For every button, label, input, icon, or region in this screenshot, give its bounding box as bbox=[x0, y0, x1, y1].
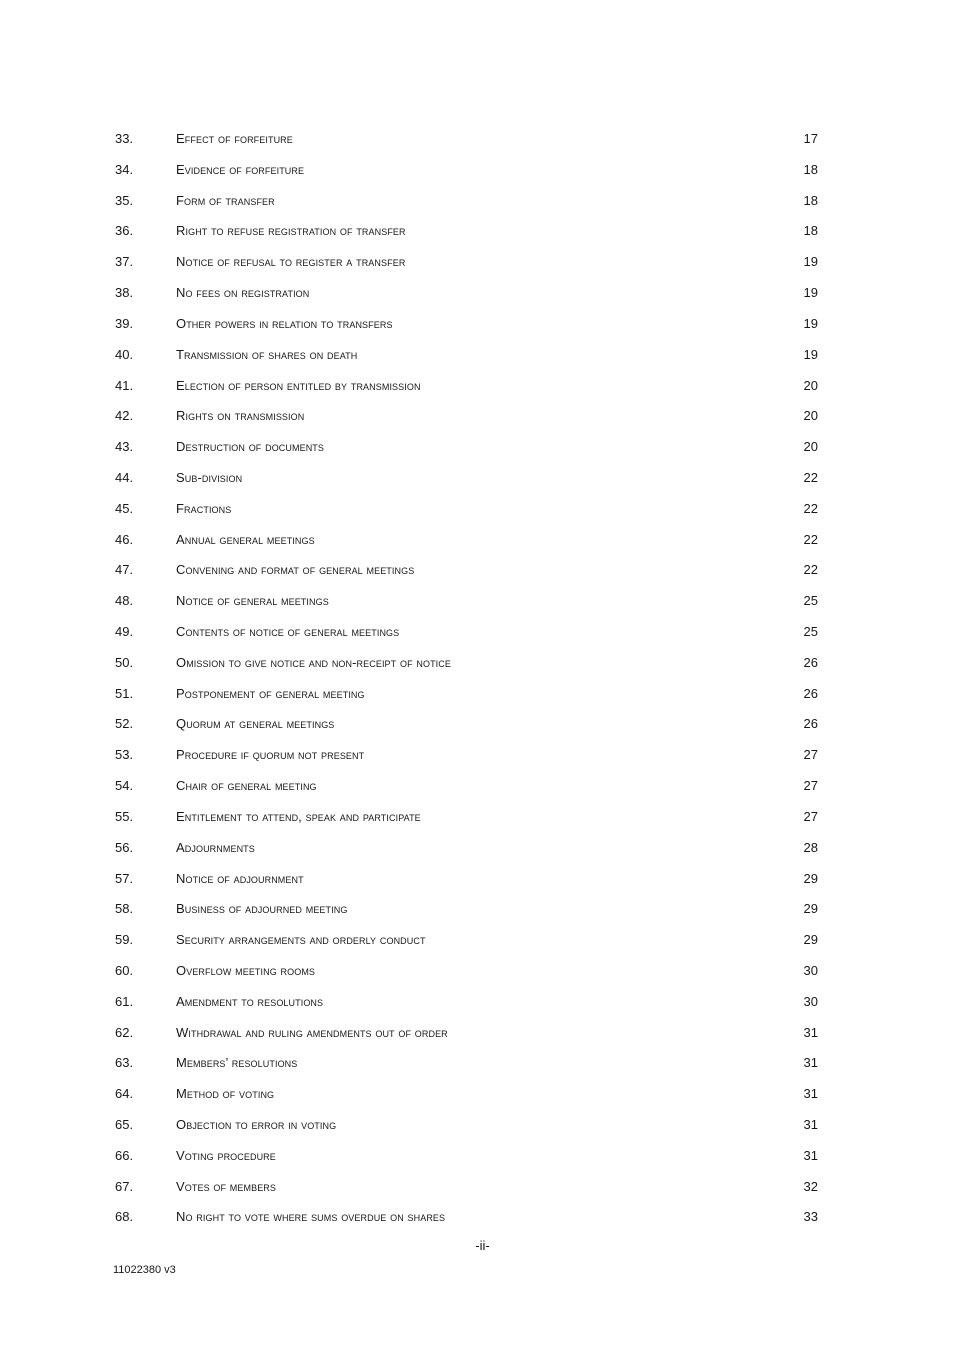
toc-entry-title: Adjournments bbox=[176, 839, 255, 855]
toc-entry-title: Postponement of general meeting bbox=[176, 685, 365, 701]
toc-entry-title: Method of voting bbox=[176, 1086, 275, 1102]
toc-entry-title: Transmission of shares on death bbox=[176, 346, 358, 362]
toc-entry-number: 38. bbox=[115, 285, 134, 301]
toc-entry-page: 20 bbox=[803, 439, 818, 455]
toc-entry-title: Annual general meetings bbox=[176, 531, 315, 547]
toc-entry-page: 19 bbox=[803, 285, 818, 301]
toc-entry-number: 34. bbox=[115, 161, 134, 177]
toc-entry-title: Votes of members bbox=[176, 1178, 277, 1194]
toc-entry-page: 27 bbox=[803, 747, 818, 763]
toc-entry-number: 67. bbox=[115, 1178, 134, 1194]
toc-entry-title: Evidence of forfeiture bbox=[176, 161, 305, 177]
toc-entry-page: 33 bbox=[803, 1209, 818, 1225]
toc-entry-title: No right to vote where sums overdue on shares bbox=[176, 1209, 446, 1225]
toc-entry-number: 41. bbox=[115, 377, 134, 393]
toc-row bbox=[115, 131, 818, 162]
toc-entry-number: 42. bbox=[115, 408, 134, 424]
toc-entry-page: 22 bbox=[803, 562, 818, 578]
toc-entry-number: 45. bbox=[115, 500, 134, 516]
table-of-contents bbox=[115, 131, 818, 1240]
toc-row bbox=[115, 1086, 818, 1117]
toc-entry-title: Sub-division bbox=[176, 469, 243, 485]
toc-entry-number: 65. bbox=[115, 1117, 134, 1132]
toc-row bbox=[115, 439, 818, 470]
toc-row bbox=[115, 716, 818, 747]
toc-row bbox=[115, 809, 818, 840]
toc-row bbox=[115, 532, 818, 563]
toc-row bbox=[115, 501, 818, 532]
toc-row bbox=[115, 1179, 818, 1210]
toc-entry-page: 31 bbox=[803, 1055, 818, 1071]
toc-entry-title: Notice of general meetings bbox=[176, 593, 329, 609]
toc-row bbox=[115, 562, 818, 593]
toc-entry-title: Members’ resolutions bbox=[176, 1055, 298, 1071]
toc-entry-page: 25 bbox=[803, 624, 818, 639]
toc-entry-page: 31 bbox=[803, 1086, 818, 1102]
toc-row bbox=[115, 223, 818, 254]
toc-entry-number: 66. bbox=[115, 1147, 134, 1163]
toc-entry-title: Business of adjourned meeting bbox=[176, 901, 348, 917]
toc-row bbox=[115, 316, 818, 347]
toc-entry-page: 26 bbox=[803, 654, 818, 670]
toc-entry-page: 30 bbox=[803, 993, 818, 1009]
toc-entry-number: 63. bbox=[115, 1055, 134, 1071]
toc-entry-title: Overflow meeting rooms bbox=[176, 962, 316, 978]
toc-entry-number: 50. bbox=[115, 654, 134, 670]
toc-row bbox=[115, 470, 818, 501]
toc-entry-number: 53. bbox=[115, 747, 134, 763]
toc-entry-title: Other powers in relation to transfers bbox=[176, 315, 393, 331]
toc-row bbox=[115, 408, 818, 439]
toc-entry-number: 43. bbox=[115, 439, 134, 455]
toc-row bbox=[115, 1148, 818, 1179]
toc-entry-number: 59. bbox=[115, 932, 134, 948]
toc-entry-number: 46. bbox=[115, 531, 134, 547]
toc-entry-number: 58. bbox=[115, 901, 134, 917]
toc-entry-number: 68. bbox=[115, 1209, 134, 1225]
toc-entry-number: 49. bbox=[115, 624, 134, 639]
toc-entry-number: 62. bbox=[115, 1024, 134, 1040]
toc-row bbox=[115, 285, 818, 316]
toc-row bbox=[115, 1209, 818, 1240]
toc-entry-number: 57. bbox=[115, 870, 134, 886]
toc-row bbox=[115, 840, 818, 871]
toc-entry-title: Entitlement to attend, speak and participate bbox=[176, 808, 421, 824]
toc-entry-title: Notice of refusal to register a transfer bbox=[176, 254, 406, 270]
toc-entry-title: Objection to error in voting bbox=[176, 1117, 337, 1132]
toc-entry-title: Fractions bbox=[176, 500, 232, 516]
toc-entry-title: Amendment to resolutions bbox=[176, 993, 324, 1009]
toc-entry-page: 31 bbox=[803, 1147, 818, 1163]
toc-entry-page: 32 bbox=[803, 1178, 818, 1194]
toc-row bbox=[115, 1117, 818, 1148]
toc-entry-title: Security arrangements and orderly conduct bbox=[176, 932, 426, 948]
toc-entry-title: Effect of forfeiture bbox=[176, 131, 293, 146]
toc-entry-title: Withdrawal and ruling amendments out of order bbox=[176, 1024, 448, 1040]
toc-entry-number: 52. bbox=[115, 716, 134, 732]
toc-entry-number: 51. bbox=[115, 685, 134, 701]
toc-entry-number: 35. bbox=[115, 192, 134, 208]
toc-entry-page: 19 bbox=[803, 315, 818, 331]
toc-entry-page: 28 bbox=[803, 839, 818, 855]
toc-entry-title: Rights on transmission bbox=[176, 408, 305, 424]
toc-entry-title: Voting procedure bbox=[176, 1147, 276, 1163]
toc-entry-number: 37. bbox=[115, 254, 134, 270]
toc-row bbox=[115, 193, 818, 224]
toc-entry-title: Notice of adjournment bbox=[176, 870, 304, 886]
toc-entry-number: 48. bbox=[115, 593, 134, 609]
toc-row bbox=[115, 624, 818, 655]
toc-row bbox=[115, 963, 818, 994]
toc-row bbox=[115, 932, 818, 963]
toc-entry-number: 64. bbox=[115, 1086, 134, 1102]
toc-entry-page: 26 bbox=[803, 685, 818, 701]
toc-entry-number: 56. bbox=[115, 839, 134, 855]
toc-entry-page: 27 bbox=[803, 778, 818, 794]
toc-entry-page: 22 bbox=[803, 500, 818, 516]
toc-entry-page: 22 bbox=[803, 469, 818, 485]
toc-row bbox=[115, 254, 818, 285]
toc-entry-title: Election of person entitled by transmission bbox=[176, 377, 421, 393]
toc-row bbox=[115, 686, 818, 717]
toc-entry-number: 39. bbox=[115, 315, 134, 331]
toc-entry-title: Right to refuse registration of transfer bbox=[176, 223, 406, 239]
footer-document-id: 11022380 v3 bbox=[113, 1264, 176, 1276]
toc-entry-page: 18 bbox=[803, 161, 818, 177]
footer-page-number: -ii- bbox=[475, 1238, 490, 1253]
toc-entry-page: 22 bbox=[803, 531, 818, 547]
toc-row bbox=[115, 655, 818, 686]
toc-entry-number: 33. bbox=[115, 131, 134, 146]
toc-row bbox=[115, 747, 818, 778]
toc-entry-title: No fees on registration bbox=[176, 285, 310, 301]
toc-entry-page: 18 bbox=[803, 223, 818, 239]
toc-entry-title: Omission to give notice and non-receipt of notice bbox=[176, 654, 451, 670]
toc-entry-page: 18 bbox=[803, 192, 818, 208]
toc-entry-number: 55. bbox=[115, 808, 134, 824]
toc-entry-page: 27 bbox=[803, 808, 818, 824]
toc-entry-page: 26 bbox=[803, 716, 818, 732]
toc-entry-title: Quorum at general meetings bbox=[176, 716, 335, 732]
toc-row bbox=[115, 162, 818, 193]
toc-entry-number: 54. bbox=[115, 778, 134, 794]
toc-entry-page: 29 bbox=[803, 870, 818, 886]
toc-row bbox=[115, 778, 818, 809]
toc-entry-number: 44. bbox=[115, 469, 134, 485]
toc-entry-page: 31 bbox=[803, 1117, 818, 1132]
toc-entry-number: 61. bbox=[115, 993, 134, 1009]
toc-entry-page: 17 bbox=[803, 131, 818, 146]
toc-row bbox=[115, 1055, 818, 1086]
toc-row bbox=[115, 378, 818, 409]
toc-entry-page: 31 bbox=[803, 1024, 818, 1040]
toc-entry-title: Destruction of documents bbox=[176, 439, 325, 455]
toc-entry-number: 60. bbox=[115, 962, 134, 978]
toc-entry-number: 47. bbox=[115, 562, 134, 578]
toc-entry-title: Contents of notice of general meetings bbox=[176, 624, 400, 639]
toc-entry-page: 29 bbox=[803, 901, 818, 917]
toc-entry-number: 36. bbox=[115, 223, 134, 239]
toc-entry-title: Chair of general meeting bbox=[176, 778, 317, 794]
toc-entry-title: Convening and format of general meetings bbox=[176, 562, 415, 578]
toc-row bbox=[115, 347, 818, 378]
toc-entry-page: 20 bbox=[803, 408, 818, 424]
toc-row bbox=[115, 994, 818, 1025]
toc-entry-page: 29 bbox=[803, 932, 818, 948]
toc-entry-page: 19 bbox=[803, 254, 818, 270]
toc-entry-page: 19 bbox=[803, 346, 818, 362]
toc-entry-title: Form of transfer bbox=[176, 192, 275, 208]
toc-row bbox=[115, 901, 818, 932]
toc-entry-page: 20 bbox=[803, 377, 818, 393]
toc-row bbox=[115, 871, 818, 902]
toc-entry-page: 25 bbox=[803, 593, 818, 609]
toc-row bbox=[115, 593, 818, 624]
toc-entry-number: 40. bbox=[115, 346, 134, 362]
toc-entry-title: Procedure if quorum not present bbox=[176, 747, 365, 763]
toc-entry-page: 30 bbox=[803, 962, 818, 978]
toc-row bbox=[115, 1025, 818, 1056]
